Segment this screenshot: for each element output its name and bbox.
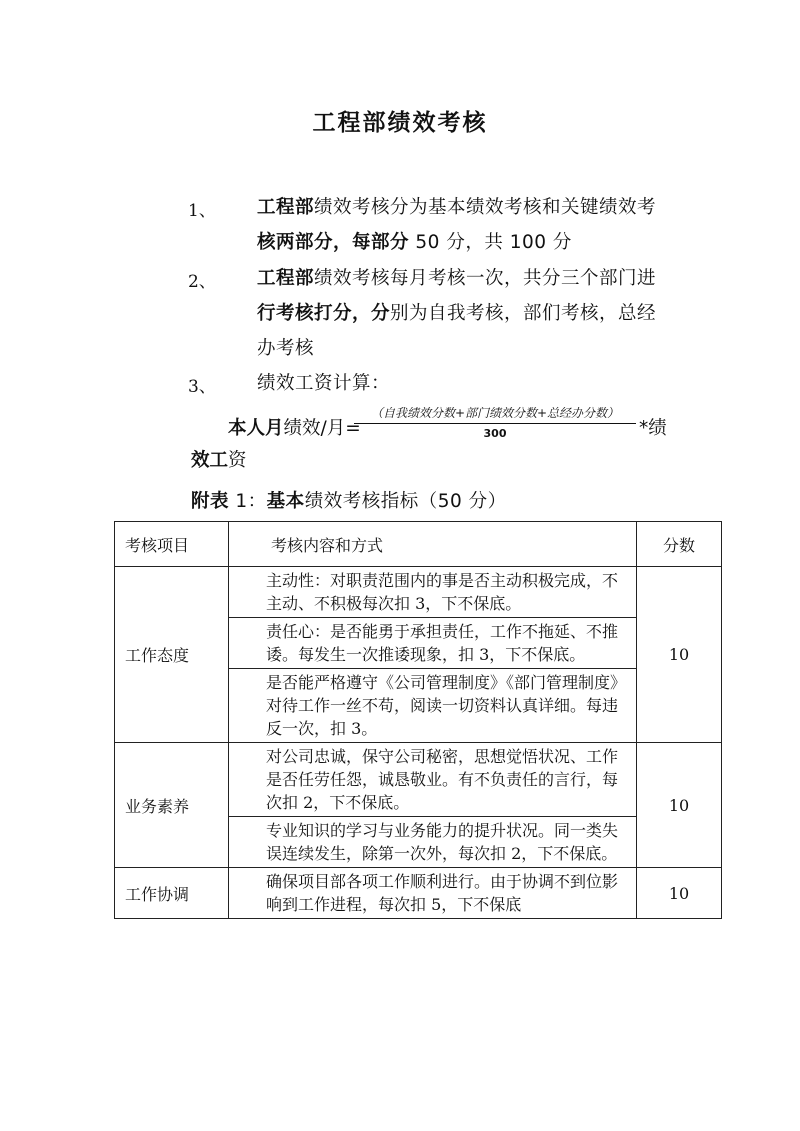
text-run: 50 分，共 100 分 — [409, 232, 572, 253]
text-run: 绩效工资计算： — [257, 373, 391, 394]
criterion: 主动性：对职责范围内的事是否主动积极完成，不主动、不积极每次扣 3，下不保底。 — [229, 567, 636, 618]
formula-continuation: 效工资 — [191, 450, 247, 471]
text-run: 办考核 — [257, 338, 315, 359]
document-title: 工程部绩效考核 — [312, 110, 488, 136]
header-content: 考核内容和方式 — [229, 522, 637, 567]
category-cell: 工作态度 — [115, 567, 229, 743]
formula-numerator: （自我绩效分数+部门绩效分数+总经办分数） — [354, 404, 636, 424]
criterion: 责任心：是否能勇于承担责任，工作不拖延、不推诿。每发生一次推诿现象，扣 3，下不保底。 — [229, 618, 636, 669]
content-cell — [229, 868, 637, 919]
bold-text: 工程部 — [257, 268, 315, 289]
item-number: 1、 — [188, 201, 216, 221]
item-text — [257, 261, 675, 366]
bold-text: 工程部 — [257, 197, 315, 218]
table-caption: 附表 1：基本绩效考核指标（50 分） — [191, 491, 507, 512]
table-row — [115, 868, 722, 919]
criterion: 确保项目部各项工作顺利进行。由于协调不到位影响到工作进程，每次扣 5，下不保底 — [266, 872, 619, 914]
formula-denominator: 300 — [483, 427, 507, 440]
header-category: 考核项目 — [115, 522, 229, 567]
item-text — [257, 366, 675, 401]
kpi-table — [114, 521, 722, 919]
category-cell: 业务素养 — [115, 743, 229, 868]
table-row — [115, 743, 722, 868]
header-score: 分数 — [637, 522, 722, 567]
table-header-row — [115, 522, 722, 567]
score-cell: 10 — [637, 743, 722, 868]
item-text — [257, 190, 675, 260]
category-cell: 工作协调 — [115, 868, 229, 919]
score-cell: 10 — [637, 567, 722, 743]
bold-text: 核两部分，每部分 — [257, 232, 410, 253]
score-cell: 10 — [637, 868, 722, 919]
table-row — [115, 567, 722, 743]
text-run: 绩效考核分为基本绩效考核和关键绩效考 — [314, 197, 657, 218]
criterion: 对公司忠诚，保守公司秘密，思想觉悟状况、工作是否任劳任怨，诚恳敬业。有不负责任的言行，每次扣 2，下不保底。 — [229, 743, 636, 817]
text-run: 别为自我考核，部们考核，总经 — [390, 303, 657, 324]
criterion: 专业知识的学习与业务能力的提升状况。同一类失误连续发生，除第一次外，每次扣 2，下不保底。 — [266, 821, 619, 863]
formula-lhs: 本人月绩效/月= — [228, 418, 361, 439]
formula-tail: *绩 — [639, 418, 667, 439]
content-cell — [229, 743, 637, 868]
content-cell — [229, 567, 637, 743]
salary-formula — [228, 404, 688, 444]
formula-fraction — [354, 404, 636, 440]
text-run: 绩效考核每月考核一次，共分三个部门进 — [314, 268, 657, 289]
criterion: 是否能严格遵守《公司管理制度》《部门管理制度》对待工作一丝不苟，阅读一切资料认真详细。每违反一次，扣 3。 — [266, 673, 627, 738]
item-number: 3、 — [188, 377, 216, 397]
bold-text: 行考核打分，分 — [257, 303, 391, 324]
item-number: 2、 — [188, 272, 216, 292]
